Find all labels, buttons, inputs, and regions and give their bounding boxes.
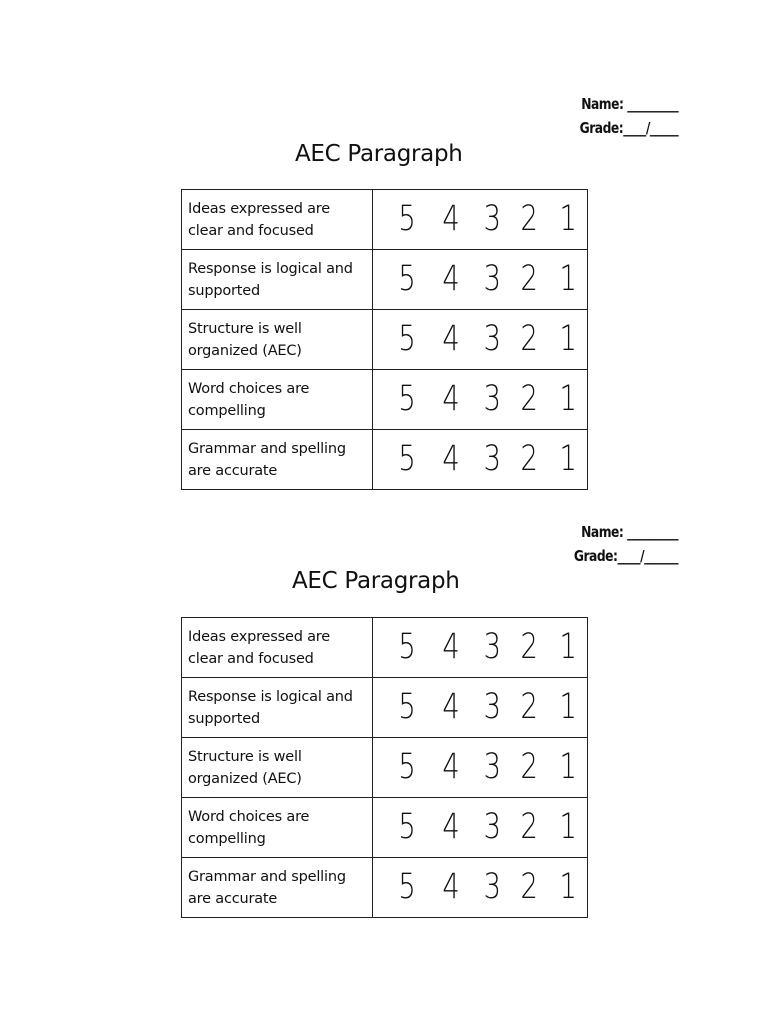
score-option-4[interactable]: 4 bbox=[442, 259, 461, 299]
score-option-4[interactable]: 4 bbox=[442, 687, 461, 727]
score-option-1[interactable]: 1 bbox=[559, 319, 577, 359]
criterion-text-line1: Word choices are bbox=[188, 380, 310, 397]
criterion-text-line1: Word choices are bbox=[188, 808, 310, 825]
score-option-5[interactable]: 5 bbox=[398, 747, 416, 787]
score-option-5[interactable]: 5 bbox=[398, 259, 416, 299]
criterion-text-line2: supported bbox=[188, 710, 260, 727]
score-cell bbox=[373, 858, 588, 918]
score-option-3[interactable]: 3 bbox=[483, 379, 501, 419]
score-option-3[interactable]: 3 bbox=[483, 627, 501, 667]
score-option-5[interactable]: 5 bbox=[398, 379, 416, 419]
score-option-4[interactable]: 4 bbox=[442, 627, 461, 667]
score-option-4[interactable]: 4 bbox=[442, 439, 461, 479]
criterion-text-line2: compelling bbox=[188, 402, 266, 419]
criterion-text-line2: organized (AEC) bbox=[188, 342, 302, 359]
score-option-5[interactable]: 5 bbox=[398, 687, 416, 727]
score-option-3[interactable]: 3 bbox=[483, 439, 501, 479]
criterion-text-line1: Structure is well bbox=[188, 320, 302, 337]
criterion-text-line1: Grammar and spelling bbox=[188, 868, 346, 885]
score-option-4[interactable]: 4 bbox=[442, 199, 461, 239]
score-cell bbox=[373, 618, 588, 678]
criterion-cell bbox=[182, 678, 373, 738]
score-option-5[interactable]: 5 bbox=[398, 867, 416, 907]
score-cell bbox=[373, 678, 588, 738]
criterion-text-line1: Grammar and spelling bbox=[188, 440, 346, 457]
score-option-1[interactable]: 1 bbox=[559, 747, 577, 787]
score-option-1[interactable]: 1 bbox=[559, 379, 577, 419]
score-option-3[interactable]: 3 bbox=[483, 687, 501, 727]
rubric-table bbox=[181, 617, 588, 918]
score-option-5[interactable]: 5 bbox=[398, 627, 416, 667]
score-option-3[interactable]: 3 bbox=[483, 807, 501, 847]
criterion-text-line2: clear and focused bbox=[188, 650, 314, 667]
score-option-2[interactable]: 2 bbox=[520, 627, 538, 667]
score-option-2[interactable]: 2 bbox=[520, 747, 538, 787]
score-option-2[interactable]: 2 bbox=[520, 319, 538, 359]
rubric-title: AEC Paragraph bbox=[295, 141, 463, 167]
criterion-text-line1: Structure is well bbox=[188, 748, 302, 765]
score-option-1[interactable]: 1 bbox=[559, 199, 577, 239]
score-option-2[interactable]: 2 bbox=[520, 379, 538, 419]
score-option-1[interactable]: 1 bbox=[559, 807, 577, 847]
criterion-text-line1: Ideas expressed are bbox=[188, 200, 330, 217]
criterion-cell bbox=[182, 798, 373, 858]
rubric-row bbox=[182, 738, 588, 798]
score-option-3[interactable]: 3 bbox=[483, 319, 501, 359]
score-option-5[interactable]: 5 bbox=[398, 807, 416, 847]
name-field: Name: _________ bbox=[581, 95, 678, 113]
score-option-1[interactable]: 1 bbox=[559, 867, 577, 907]
score-option-4[interactable]: 4 bbox=[442, 867, 461, 907]
score-cell bbox=[373, 798, 588, 858]
score-option-1[interactable]: 1 bbox=[559, 627, 577, 667]
score-option-1[interactable]: 1 bbox=[559, 259, 577, 299]
criterion-cell bbox=[182, 858, 373, 918]
rubric-row bbox=[182, 678, 588, 738]
score-cell bbox=[373, 738, 588, 798]
score-option-2[interactable]: 2 bbox=[520, 867, 538, 907]
criterion-text-line2: compelling bbox=[188, 830, 266, 847]
score-option-4[interactable]: 4 bbox=[442, 319, 461, 359]
score-option-1[interactable]: 1 bbox=[559, 439, 577, 479]
score-option-3[interactable]: 3 bbox=[483, 867, 501, 907]
score-option-3[interactable]: 3 bbox=[483, 259, 501, 299]
criterion-cell bbox=[182, 618, 373, 678]
grade-field: Grade:____/_____ bbox=[579, 119, 678, 137]
name-field: Name: _________ bbox=[581, 523, 678, 541]
criterion-text-line2: are accurate bbox=[188, 890, 278, 907]
score-option-2[interactable]: 2 bbox=[520, 807, 538, 847]
score-option-4[interactable]: 4 bbox=[442, 379, 461, 419]
student-info-fields bbox=[574, 520, 678, 568]
criterion-text-line1: Ideas expressed are bbox=[188, 628, 330, 645]
score-option-2[interactable]: 2 bbox=[520, 259, 538, 299]
score-option-3[interactable]: 3 bbox=[483, 747, 501, 787]
rubric-row bbox=[182, 858, 588, 918]
score-option-2[interactable]: 2 bbox=[520, 687, 538, 727]
criterion-text-line1: Response is logical and bbox=[188, 688, 353, 705]
score-option-2[interactable]: 2 bbox=[520, 439, 538, 479]
score-option-2[interactable]: 2 bbox=[520, 199, 538, 239]
rubric-row bbox=[182, 618, 588, 678]
score-option-4[interactable]: 4 bbox=[442, 807, 461, 847]
grade-field: Grade:____/______ bbox=[573, 547, 678, 565]
criterion-text-line2: clear and focused bbox=[188, 222, 314, 239]
rubric-title: AEC Paragraph bbox=[292, 568, 460, 594]
criterion-text-line2: are accurate bbox=[188, 462, 278, 479]
score-option-5[interactable]: 5 bbox=[398, 439, 416, 479]
score-option-1[interactable]: 1 bbox=[559, 687, 577, 727]
rubric-row bbox=[182, 798, 588, 858]
score-option-4[interactable]: 4 bbox=[442, 747, 461, 787]
criterion-cell bbox=[182, 738, 373, 798]
criterion-text-line1: Response is logical and bbox=[188, 260, 353, 277]
score-option-5[interactable]: 5 bbox=[398, 319, 416, 359]
criterion-text-line2: supported bbox=[188, 282, 260, 299]
score-option-5[interactable]: 5 bbox=[398, 199, 416, 239]
criterion-text-line2: organized (AEC) bbox=[188, 770, 302, 787]
score-option-3[interactable]: 3 bbox=[483, 199, 501, 239]
